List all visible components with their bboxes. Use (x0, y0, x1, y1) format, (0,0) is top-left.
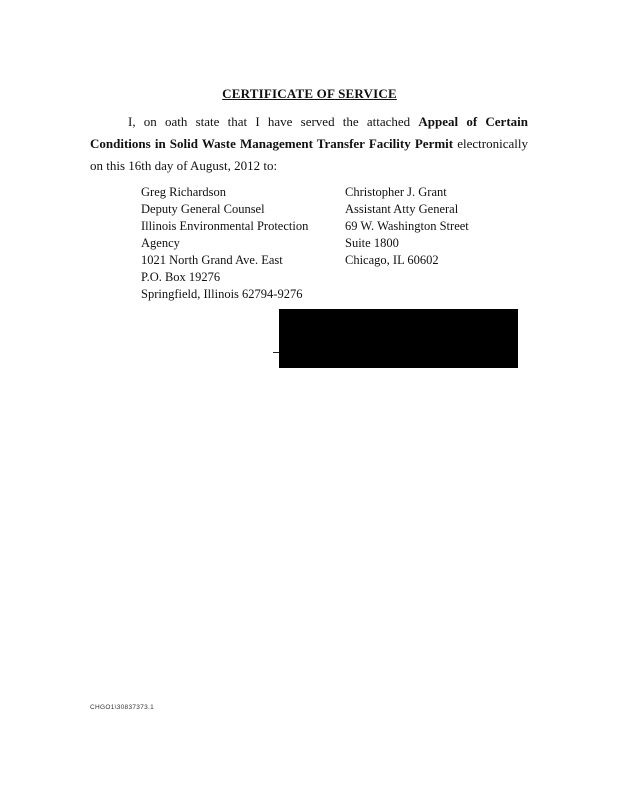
recipient-po-box: P.O. Box 19276 (141, 270, 221, 284)
recipient-org-line1: Illinois Environmental Protection (141, 219, 309, 233)
recipient-city: Springfield, Illinois 62794-9276 (141, 287, 303, 301)
recipient-org-line2: Agency (141, 236, 180, 250)
recipient-street: 1021 North Grand Ave. East (141, 253, 283, 267)
page-title: CERTIFICATE OF SERVICE (222, 86, 397, 101)
recipient-city: Chicago, IL 60602 (345, 253, 439, 267)
intro-text: I, on oath state that I have served the attached (128, 114, 419, 129)
recipient-name: Christopher J. Grant (345, 185, 447, 199)
closing-text: electronically on this 16th day of August, 2012 to: (90, 136, 529, 173)
recipient-suite: Suite 1800 (345, 236, 399, 250)
recipient-address-right (345, 184, 469, 269)
recipient-title: Deputy General Counsel (141, 202, 265, 216)
recipient-title: Assistant Atty General (345, 202, 459, 216)
document-id-footer: CHGO1\30837373.1 (90, 704, 155, 711)
recipient-address-left (141, 184, 308, 303)
certificate-body (90, 111, 528, 177)
recipient-name: Greg Richardson (141, 185, 227, 199)
document-name: Appeal of Certain Conditions in Solid Waste Management Transfer Facility Permit (90, 114, 528, 151)
redacted-signature-block (279, 309, 518, 368)
recipient-street: 69 W. Washington Street (345, 219, 469, 233)
